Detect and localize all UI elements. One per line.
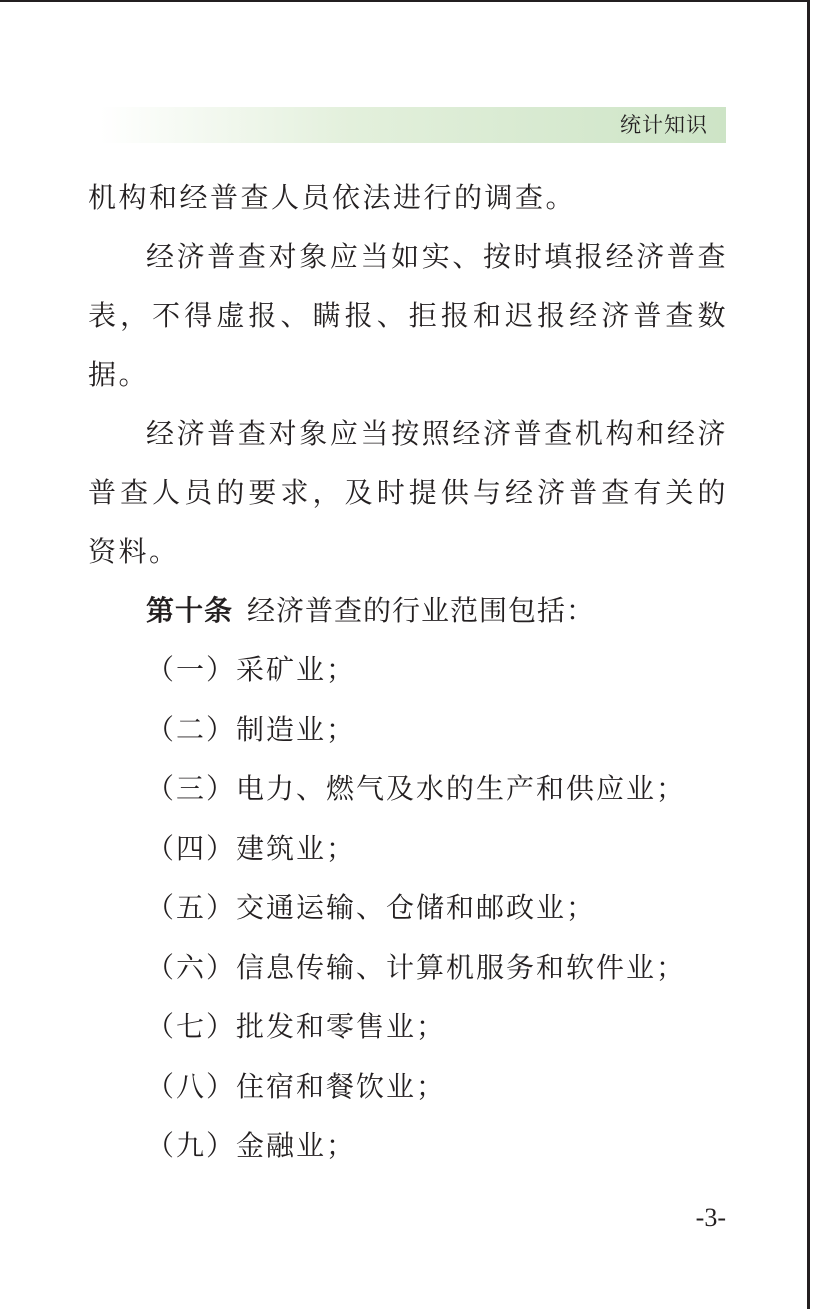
section-header-band <box>100 107 726 143</box>
page-content <box>88 168 728 1176</box>
list-item: （五）交通运输、仓储和邮政业； <box>146 891 597 924</box>
paragraph-provide-materials: 经济普查对象应当按照经济普查机构和经济普查人员的要求，及时提供与经济普查有关的资料。 <box>88 417 728 568</box>
paragraph-continuation: 机构和经普查人员依法进行的调查。 <box>88 181 577 214</box>
article-intro: 经济普查的行业范围包括： <box>247 594 596 627</box>
page-number: -3- <box>695 1203 726 1232</box>
article-title: 第十条 <box>146 594 234 627</box>
article-heading <box>88 581 728 640</box>
list-item: （一）采矿业； <box>146 653 357 686</box>
section-label: 统计知识 <box>620 113 708 137</box>
list-item: （七）批发和零售业； <box>146 1010 447 1043</box>
list-item: （四）建筑业； <box>146 831 357 865</box>
list-item: （八）住宿和餐饮业； <box>146 1069 447 1103</box>
list-item: （三）电力、燃气及水的生产和供应业； <box>146 772 687 805</box>
paragraph-reporting-duty: 经济普查对象应当如实、按时填报经济普查表，不得虚报、瞒报、拒报和迟报经济普查数据。 <box>88 240 728 391</box>
industry-list <box>88 640 728 1176</box>
list-item: （二）制造业； <box>146 712 357 746</box>
list-item: （九）金融业； <box>146 1129 357 1162</box>
list-item: （六）信息传输、计算机服务和软件业； <box>146 950 687 984</box>
